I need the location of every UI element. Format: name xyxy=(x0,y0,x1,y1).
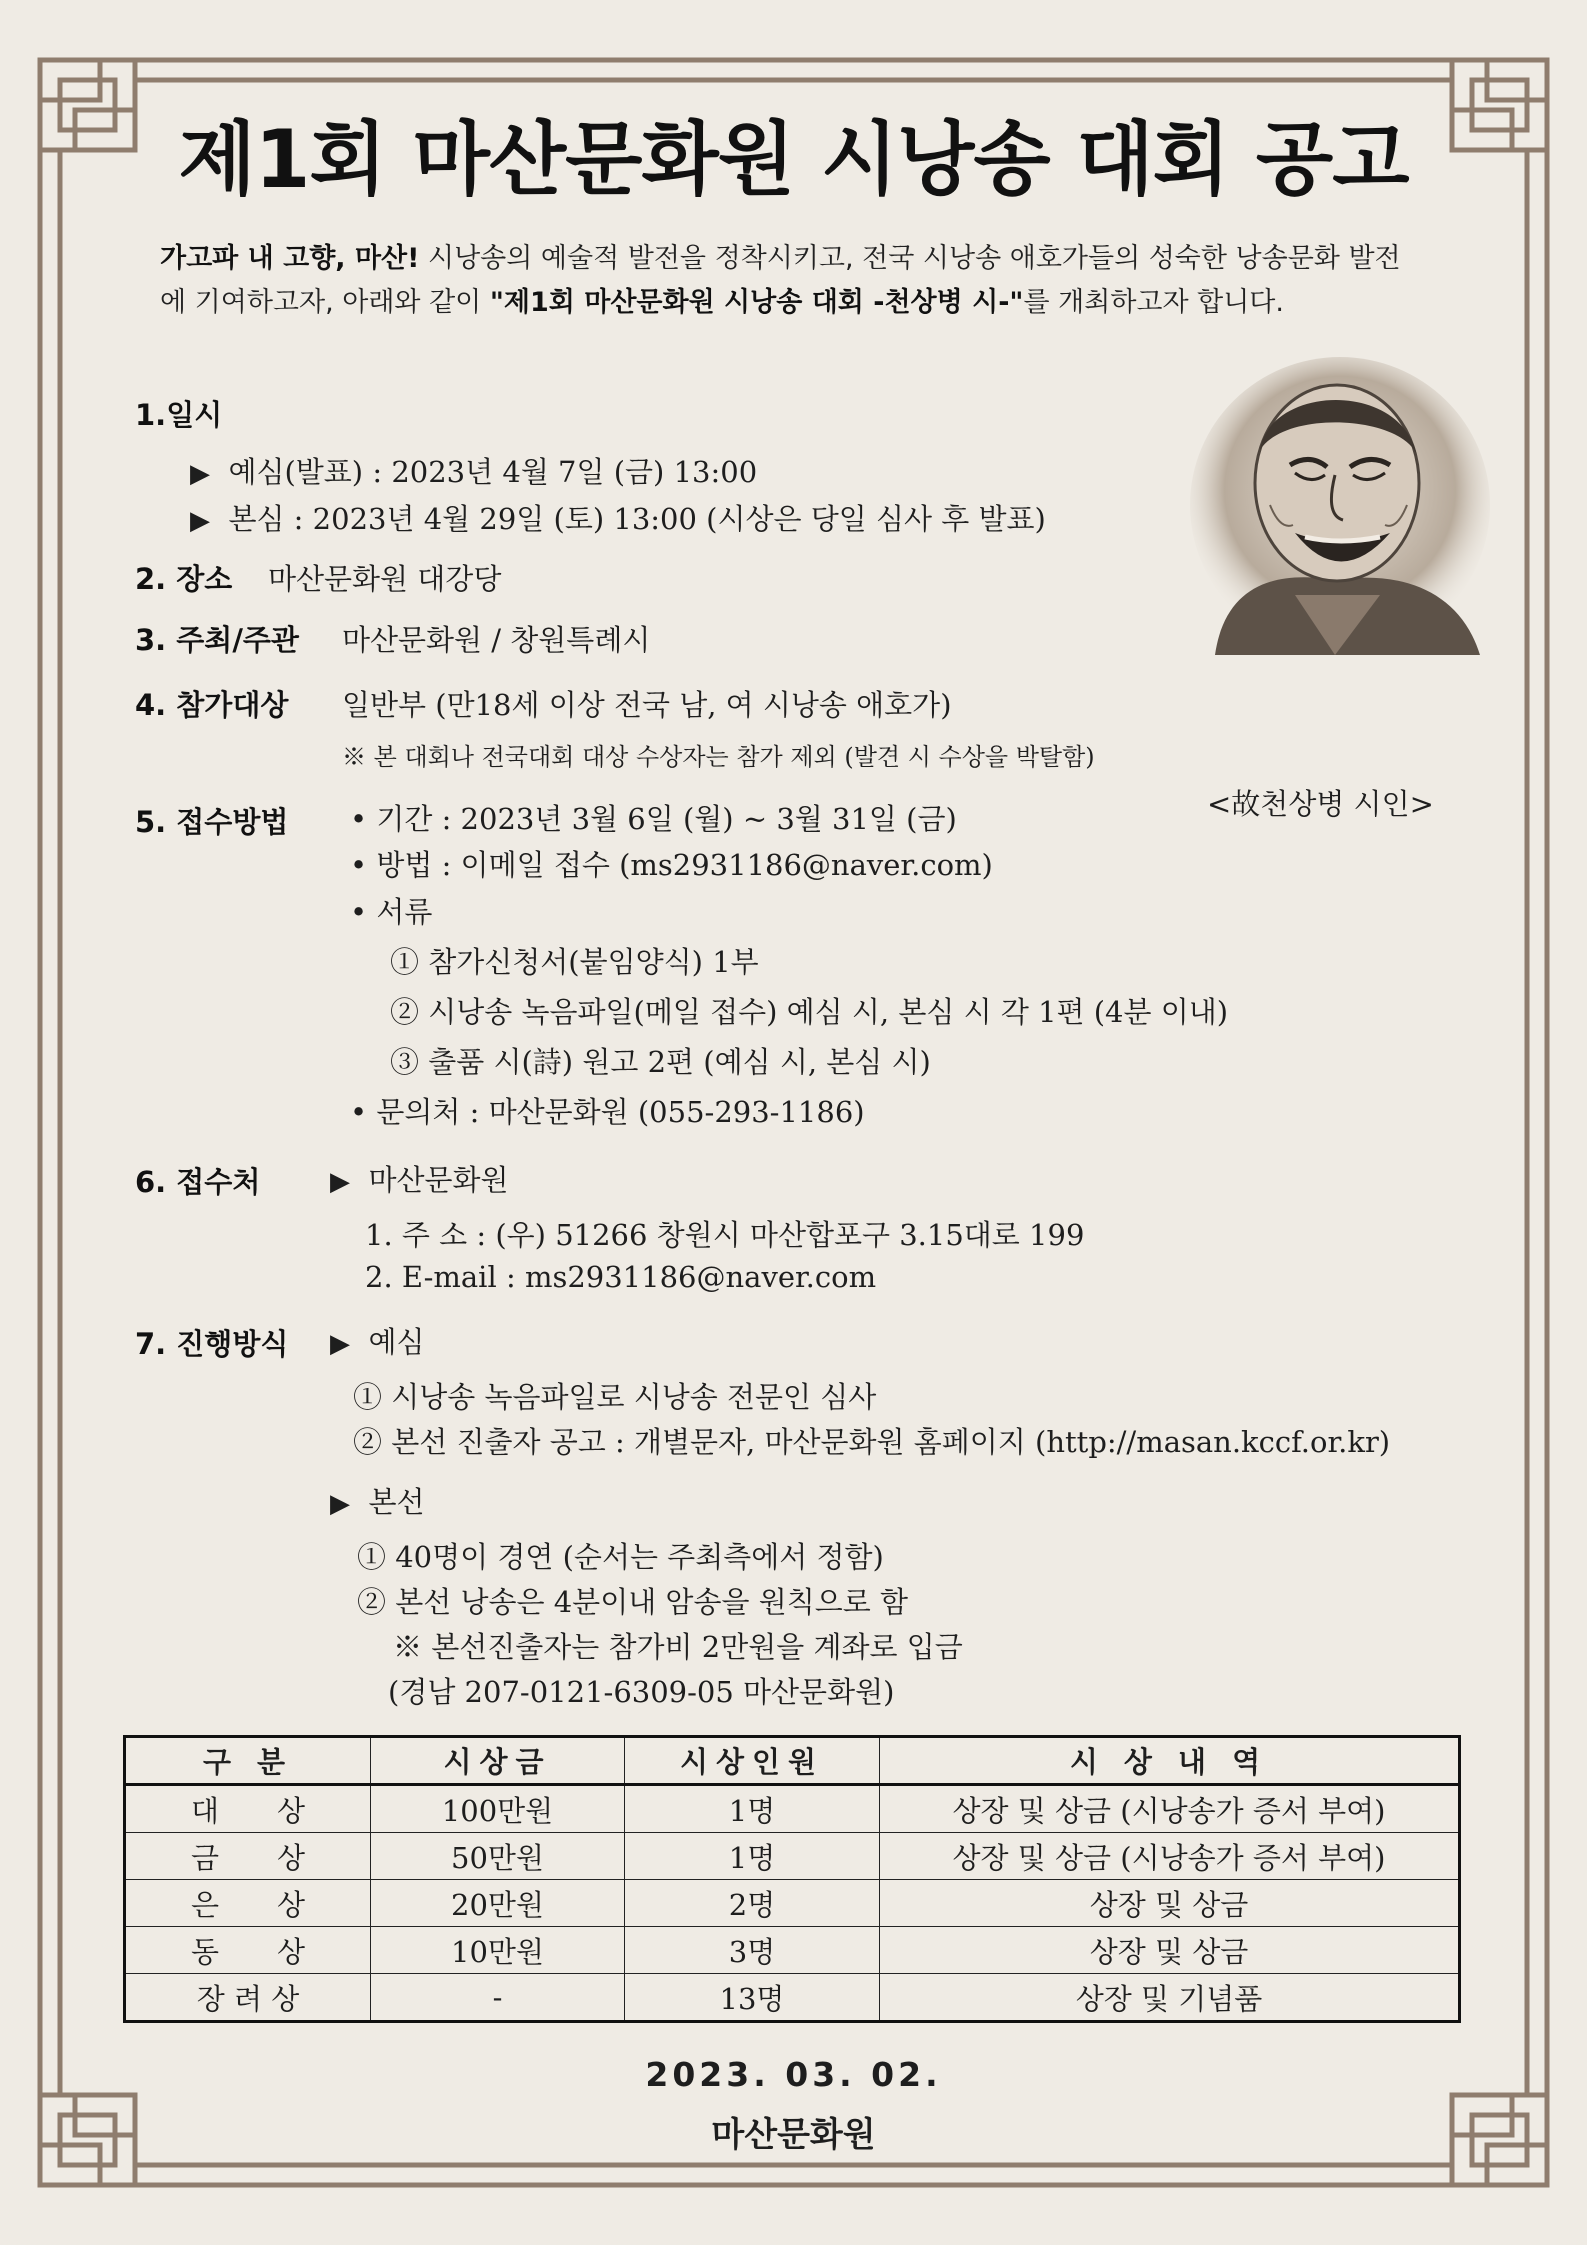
prize-category: 대 상 xyxy=(125,1785,371,1833)
prize-amount: 100만원 xyxy=(371,1785,625,1833)
prize-details: 상장 및 상금 (시낭송가 증서 부여) xyxy=(880,1833,1460,1880)
section-5-heading: 5. 접수방법 xyxy=(135,805,289,839)
header-count: 시상인원 xyxy=(625,1737,880,1785)
eligibility-note: ※ 본 대회나 전국대회 대상 수상자는 참가 제외 (발견 시 수상을 박탈함) xyxy=(342,743,1095,771)
portrait-caption: <故천상병 시인> xyxy=(1207,787,1434,821)
page-title: 제1회 마산문화원 시낭송 대회 공고 xyxy=(178,113,1409,206)
section-4-heading: 4. 참가대상 xyxy=(135,688,289,722)
eligibility: 일반부 (만18세 이상 전국 남, 여 시낭송 애호가) xyxy=(342,688,952,722)
document-item: ② 시낭송 녹음파일(메일 접수) 예심 시, 본심 시 각 1편 (4분 이내) xyxy=(390,995,1229,1029)
schedule-prelim: ▶ 예심(발표) : 2023년 4월 7일 (금) 13:00 xyxy=(190,455,758,489)
prize-table-header xyxy=(125,1737,1460,1785)
intro-text-2: 를 개최하고자 합니다. xyxy=(1023,287,1284,318)
reception-place: ▶ 마산문화원 xyxy=(330,1163,509,1197)
prize-count: 1명 xyxy=(625,1833,880,1880)
prize-category: 금 상 xyxy=(125,1833,371,1880)
prize-count: 1명 xyxy=(625,1785,880,1833)
bank-account: (경남 207-0121-6309-05 마산문화원) xyxy=(388,1675,895,1709)
prize-category: 장 려 상 xyxy=(125,1974,371,2022)
prize-category: 동 상 xyxy=(125,1927,371,1974)
prelim-item: ② 본선 진출자 공고 : 개별문자, 마산문화원 홈페이지 (http://masan.kccf.or.kr) xyxy=(353,1425,1391,1459)
document-item: ① 참가신청서(붙임양식) 1부 xyxy=(390,945,759,979)
venue: 마산문화원 대강당 xyxy=(268,562,502,596)
prize-count: 3명 xyxy=(625,1927,880,1974)
document-item: ③ 출품 시(詩) 원고 2편 (예심 시, 본심 시) xyxy=(390,1045,931,1079)
prize-count: 2명 xyxy=(625,1880,880,1927)
prelim-item: ① 시낭송 녹음파일로 시낭송 전문인 심사 xyxy=(353,1380,877,1414)
prize-details: 상장 및 상금 (시낭송가 증서 부여) xyxy=(880,1785,1460,1833)
section-7-heading: 7. 진행방식 xyxy=(135,1327,289,1361)
section-6-heading: 6. 접수처 xyxy=(135,1165,261,1199)
reception-address: 1. 주 소 : (우) 51266 창원시 마산합포구 3.15대로 199 xyxy=(365,1218,1085,1252)
prize-amount: 50만원 xyxy=(371,1833,625,1880)
prize-details: 상장 및 상금 xyxy=(880,1927,1460,1974)
final-label: ▶ 본선 xyxy=(330,1485,425,1519)
fee-note: ※ 본선진출자는 참가비 2만원을 계좌로 입금 xyxy=(393,1630,963,1664)
prize-table xyxy=(123,1735,1461,2023)
table-row xyxy=(125,1785,1460,1833)
prize-amount: 20만원 xyxy=(371,1880,625,1927)
prize-count: 13명 xyxy=(625,1974,880,2022)
issuing-organization: 마산문화원 xyxy=(711,2115,876,2155)
section-1-heading: 1.일시 xyxy=(135,398,223,432)
table-row xyxy=(125,1833,1460,1880)
prize-details: 상장 및 기념품 xyxy=(880,1974,1460,2022)
notice-date: 2023. 03. 02. xyxy=(645,2055,942,2094)
organizer: 마산문화원 / 창원특례시 xyxy=(342,623,651,657)
section-2-heading: 2. 장소 xyxy=(135,562,233,596)
prize-details: 상장 및 상금 xyxy=(880,1880,1460,1927)
table-row xyxy=(125,1880,1460,1927)
final-item: ① 40명이 경연 (순서는 주최측에서 정함) xyxy=(357,1540,884,1574)
prize-category: 은 상 xyxy=(125,1880,371,1927)
application-method: • 방법 : 이메일 접수 (ms2931186@naver.com) xyxy=(350,848,993,882)
prelim-label: ▶ 예심 xyxy=(330,1325,425,1359)
prize-amount: 10만원 xyxy=(371,1927,625,1974)
intro-text-1: 시낭송의 예술적 발전을 정착시키고, 전국 시낭송 애호가들의 성숙한 낭송문화 발전에 기여하고자, 아래와 같이 xyxy=(160,243,1401,318)
application-period: • 기간 : 2023년 3월 6일 (월) ~ 3월 31일 (금) xyxy=(350,802,957,836)
contact-info: • 문의처 : 마산문화원 (055-293-1186) xyxy=(350,1095,865,1129)
header-amount: 시상금 xyxy=(371,1737,625,1785)
section-3-heading: 3. 주최/주관 xyxy=(135,623,299,657)
poet-portrait-illustration xyxy=(1185,355,1490,655)
intro-bold-2: "제1회 마산문화원 시낭송 대회 -천상병 시-" xyxy=(489,287,1024,318)
table-row xyxy=(125,1974,1460,2022)
header-category: 구 분 xyxy=(125,1737,371,1785)
intro-paragraph xyxy=(160,237,1420,325)
prize-amount: - xyxy=(371,1974,625,2022)
intro-bold-1: 가고파 내 고향, 마산! xyxy=(160,243,420,274)
reception-email: 2. E-mail : ms2931186@naver.com xyxy=(365,1260,877,1294)
header-details: 시 상 내 역 xyxy=(880,1737,1460,1785)
table-row xyxy=(125,1927,1460,1974)
final-item: ② 본선 낭송은 4분이내 암송을 원칙으로 함 xyxy=(357,1585,908,1619)
schedule-final: ▶ 본심 : 2023년 4월 29일 (토) 13:00 (시상은 당일 심사 후 발표) xyxy=(190,502,1046,536)
documents-label: • 서류 xyxy=(350,895,433,929)
